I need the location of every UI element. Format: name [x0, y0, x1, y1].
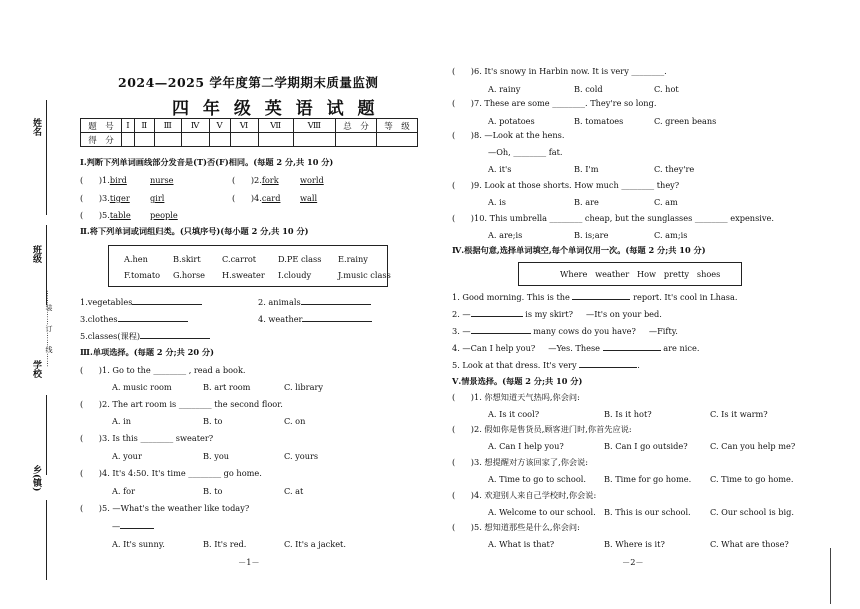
- sec1-item-4[interactable]: ( )4.card: [232, 193, 281, 203]
- option: B. to: [203, 486, 223, 496]
- option: C. am;is: [654, 230, 688, 240]
- option: C. green beans: [654, 116, 717, 126]
- score-header: 总 分: [336, 119, 377, 133]
- word-option: A.hen: [124, 254, 148, 264]
- score-cell[interactable]: [209, 133, 230, 147]
- question-text: 2. The art room is ________ the second floor.: [102, 399, 283, 409]
- word: card: [261, 193, 281, 203]
- word: nurse: [150, 175, 174, 185]
- option: A. in: [112, 416, 132, 426]
- score-cell[interactable]: [258, 133, 293, 147]
- question-text: 10. This umbrella ________ cheap, but the sunglasses ________ expensive.: [474, 213, 774, 223]
- school-label: 学校: [31, 360, 41, 378]
- option: B. Where is it?: [604, 539, 665, 549]
- mc-q9[interactable]: ( )9. Look at those shorts. How much ________ they?: [452, 180, 680, 190]
- option: C. library: [284, 382, 323, 392]
- word-option: J.music class: [338, 270, 391, 280]
- exam-subtitle: 四 年 级 英 语 试 题: [172, 99, 379, 119]
- category-label: 5.classes(课程): [80, 331, 141, 341]
- option: A. for: [112, 486, 135, 496]
- sentence-part: is my skirt? —It's on your bed.: [525, 309, 662, 319]
- question-text: 3. 想提醒对方该回家了,你会说:: [474, 457, 589, 467]
- option: A. your: [112, 451, 142, 461]
- situation-q4[interactable]: ( )4. 欢迎别人来自己学校时,你会说:: [452, 490, 597, 500]
- item-number: )3.: [98, 193, 110, 203]
- option: B. Can I go outside?: [604, 441, 688, 451]
- word-option: F.tomato: [124, 270, 161, 280]
- question-text: 7. These are some ________. They're so long.: [474, 98, 657, 108]
- question-text: 9. Look at those shorts. How much ________ they?: [474, 180, 680, 190]
- sentence-part: 2. —: [452, 309, 471, 319]
- school-line: [46, 395, 47, 475]
- option: A. It's sunny.: [112, 539, 165, 549]
- situation-q2[interactable]: ( )2. 假如你是售货员,顾客进门时,你首先应说:: [452, 424, 632, 434]
- page-number-1: －1－: [238, 557, 260, 567]
- sentence-part: .: [637, 360, 640, 370]
- question-text: 4. It's 4:50. It's time ________ go home.: [102, 468, 262, 478]
- sec1-item-5[interactable]: ( )5.table: [80, 210, 131, 220]
- category-label: 3.clothes: [80, 314, 118, 324]
- category-label: 1.vegetables: [80, 297, 133, 307]
- word-option: I.cloudy: [278, 270, 312, 280]
- sentence-part: 4. —Can I help you? —Yes. These: [452, 343, 601, 353]
- option: B. It's red.: [203, 539, 247, 549]
- question-text: 1. 你想知道天气热吗,你会问:: [474, 392, 580, 402]
- item-number: )2.: [250, 175, 262, 185]
- word: girl: [150, 193, 165, 203]
- section-5-title: Ⅴ.情景选择。(每题 2 分;共 10 分): [452, 376, 583, 386]
- option: C. hot: [654, 84, 679, 94]
- option: C. yours: [284, 451, 319, 461]
- score-cell[interactable]: [122, 133, 135, 147]
- option: C. they're: [654, 164, 695, 174]
- word-option: B.skirt: [173, 254, 201, 264]
- mc-q2[interactable]: ( )2. The art room is ________ the second floor.: [80, 399, 283, 409]
- word-choices: Where weather How pretty shoes: [560, 269, 721, 279]
- item-number: )4.: [250, 193, 262, 203]
- question-text: 8. —Look at the hens.: [474, 130, 565, 140]
- score-header: Ⅲ: [154, 119, 181, 133]
- score-header: Ⅰ: [122, 119, 135, 133]
- score-header: 等 级: [377, 119, 418, 133]
- sentence-part: are nice.: [663, 343, 700, 353]
- option: B. Time for go home.: [604, 474, 692, 484]
- score-table: [80, 118, 418, 147]
- score-header: Ⅳ: [181, 119, 209, 133]
- score-cell[interactable]: [230, 133, 258, 147]
- fill-3[interactable]: [452, 326, 678, 336]
- category-label: 2. animals: [258, 297, 301, 307]
- option: C. Our school is big.: [710, 507, 794, 517]
- township-line: [46, 500, 47, 580]
- score-header: Ⅴ: [209, 119, 230, 133]
- word-option: E.rainy: [338, 254, 368, 264]
- mc-q4[interactable]: ( )4. It's 4:50. It's time ________ go home.: [80, 468, 262, 478]
- option: C. It's a jacket.: [284, 539, 346, 549]
- option: B. This is our school.: [604, 507, 691, 517]
- mc-q1[interactable]: ( )1. Go to the ________ , read a book.: [80, 365, 246, 375]
- question-text: 2. 假如你是售货员,顾客进门时,你首先应说:: [474, 424, 632, 434]
- option: C. am: [654, 197, 678, 207]
- option: C. Can you help me?: [710, 441, 796, 451]
- sentence-part: 5. Look at that dress. It's very: [452, 360, 577, 370]
- word-option: H.sweater: [222, 270, 265, 280]
- option: B. is;are: [574, 230, 609, 240]
- exam-title: 2024—2025 学年度第二学期期末质量监测: [118, 75, 379, 90]
- option: C. What are those?: [710, 539, 789, 549]
- question-text: 5. —What's the weather like today?: [102, 503, 250, 513]
- score-header: 题 号: [81, 119, 122, 133]
- word: wall: [300, 193, 318, 203]
- score-cell[interactable]: [377, 133, 418, 147]
- page-number-2: －2－: [622, 557, 644, 567]
- sentence-part: 1. Good morning. This is the: [452, 292, 570, 302]
- dash: —: [112, 521, 121, 531]
- sec1-item-2[interactable]: ( )2.fork: [232, 175, 279, 185]
- scan-edge-line: [830, 548, 831, 604]
- sec1-item-3[interactable]: ( )3.tiger: [80, 193, 130, 203]
- section-2-title: Ⅱ.将下列单词或词组归类。(只填序号)(每小题 2 分,共 10 分): [80, 226, 309, 236]
- word: world: [300, 175, 324, 185]
- option: A. potatoes: [488, 116, 535, 126]
- mc-q10[interactable]: ( )10. This umbrella ________ cheap, but the sunglasses ________ expensive.: [452, 213, 774, 223]
- township-label: 乡(镇): [31, 465, 41, 492]
- option: B. are: [574, 197, 599, 207]
- item-number: )1.: [98, 175, 110, 185]
- category-label: 4. weather: [258, 314, 303, 324]
- option: B. you: [203, 451, 230, 461]
- option: B. Is it hot?: [604, 409, 652, 419]
- option: B. to: [203, 416, 223, 426]
- option: B. art room: [203, 382, 251, 392]
- option: A. Time to go to school.: [488, 474, 586, 484]
- question-text: 6. It's snowy in Harbin now. It is very ________.: [474, 66, 667, 76]
- word: tiger: [109, 193, 130, 203]
- option: A. it's: [488, 164, 512, 174]
- question-text: 5. 想知道那些是什么,你会问:: [474, 522, 580, 532]
- fill-5[interactable]: [452, 360, 640, 370]
- category-2[interactable]: [258, 297, 371, 307]
- option: A. are;is: [488, 230, 523, 240]
- category-5[interactable]: [80, 331, 210, 342]
- question-text: 4. 欢迎别人来自己学校时,你会说:: [474, 490, 597, 500]
- question-text: 3. Is this ________ sweater?: [102, 433, 214, 443]
- item-number: )5.: [98, 210, 110, 220]
- category-4[interactable]: [258, 314, 372, 324]
- category-1[interactable]: [80, 297, 202, 307]
- option: A. music room: [112, 382, 172, 392]
- word: bird: [109, 175, 127, 185]
- word-bank-box: [108, 245, 388, 287]
- option: B. I'm: [574, 164, 599, 174]
- option: C. Time to go home.: [710, 474, 794, 484]
- name-label: 姓名: [31, 118, 41, 136]
- word-option: G.horse: [173, 270, 206, 280]
- fill-4[interactable]: [452, 343, 699, 353]
- option: B. cold: [574, 84, 603, 94]
- name-line: [46, 100, 47, 215]
- option: B. tomatoes: [574, 116, 624, 126]
- sec1-item-1[interactable]: ( )1.bird: [80, 175, 127, 185]
- word-option: D.PE class: [278, 254, 322, 264]
- score-header: Ⅶ: [258, 119, 293, 133]
- question-text: —Oh, ________ fat.: [488, 147, 563, 157]
- score-cell[interactable]: [154, 133, 181, 147]
- fill-1[interactable]: [452, 292, 737, 302]
- mc-q3[interactable]: ( )3. Is this ________ sweater?: [80, 433, 214, 443]
- option: A. What is that?: [488, 539, 555, 549]
- mc-q5-answer[interactable]: [112, 521, 154, 531]
- option: A. Welcome to our school.: [488, 507, 596, 517]
- score-header: Ⅵ: [230, 119, 258, 133]
- mc-q7[interactable]: ( )7. These are some ________. They're so long.: [452, 98, 657, 108]
- situation-q5[interactable]: ( )5. 想知道那些是什么,你会问:: [452, 522, 580, 532]
- score-cell[interactable]: [181, 133, 209, 147]
- score-cell[interactable]: [134, 133, 154, 147]
- mc-q8[interactable]: ( )8. —Look at the hens.: [452, 130, 565, 140]
- option: A. is: [488, 197, 506, 207]
- option: C. Is it warm?: [710, 409, 768, 419]
- category-3[interactable]: [80, 314, 188, 324]
- option: C. on: [284, 416, 306, 426]
- option: A. Is it cool?: [488, 409, 540, 419]
- word-option: C.carrot: [222, 254, 257, 264]
- score-header: Ⅷ: [293, 119, 335, 133]
- mc-q5[interactable]: ( )5. —What's the weather like today?: [80, 503, 250, 513]
- section-1-title: Ⅰ.判断下列单词画线部分发音是(T)否(F)相同。(每题 2 分,共 10 分): [80, 157, 334, 167]
- situation-q3[interactable]: ( )3. 想提醒对方该回家了,你会说:: [452, 457, 589, 467]
- sentence-part: many cows do you have? —Fifty.: [533, 326, 678, 336]
- sentence-part: 3. —: [452, 326, 471, 336]
- section-3-title: Ⅲ.单项选择。(每题 2 分;共 20 分): [80, 347, 214, 357]
- score-row-label: 得 分: [81, 133, 122, 147]
- class-label: 班级: [31, 245, 41, 263]
- score-cell[interactable]: [293, 133, 335, 147]
- option: A. Can I help you?: [488, 441, 564, 451]
- word: fork: [261, 175, 279, 185]
- fill-2[interactable]: [452, 309, 662, 319]
- word: people: [150, 210, 178, 220]
- option: A. rainy: [488, 84, 521, 94]
- bind-line-text: ……装……订……线……: [45, 290, 53, 367]
- word: table: [109, 210, 131, 220]
- sentence-part: report. It's cool in Lhasa.: [633, 292, 738, 302]
- situation-q1[interactable]: ( )1. 你想知道天气热吗,你会问:: [452, 392, 580, 402]
- option: C. at: [284, 486, 304, 496]
- score-cell[interactable]: [336, 133, 377, 147]
- section-4-title: Ⅳ.根据句意,选择单词填空,每个单词仅用一次。(每题 2 分;共 10 分): [452, 245, 706, 255]
- score-header: Ⅱ: [134, 119, 154, 133]
- question-text: 1. Go to the ________ , read a book.: [102, 365, 246, 375]
- mc-q6[interactable]: ( )6. It's snowy in Harbin now. It is very ________.: [452, 66, 667, 76]
